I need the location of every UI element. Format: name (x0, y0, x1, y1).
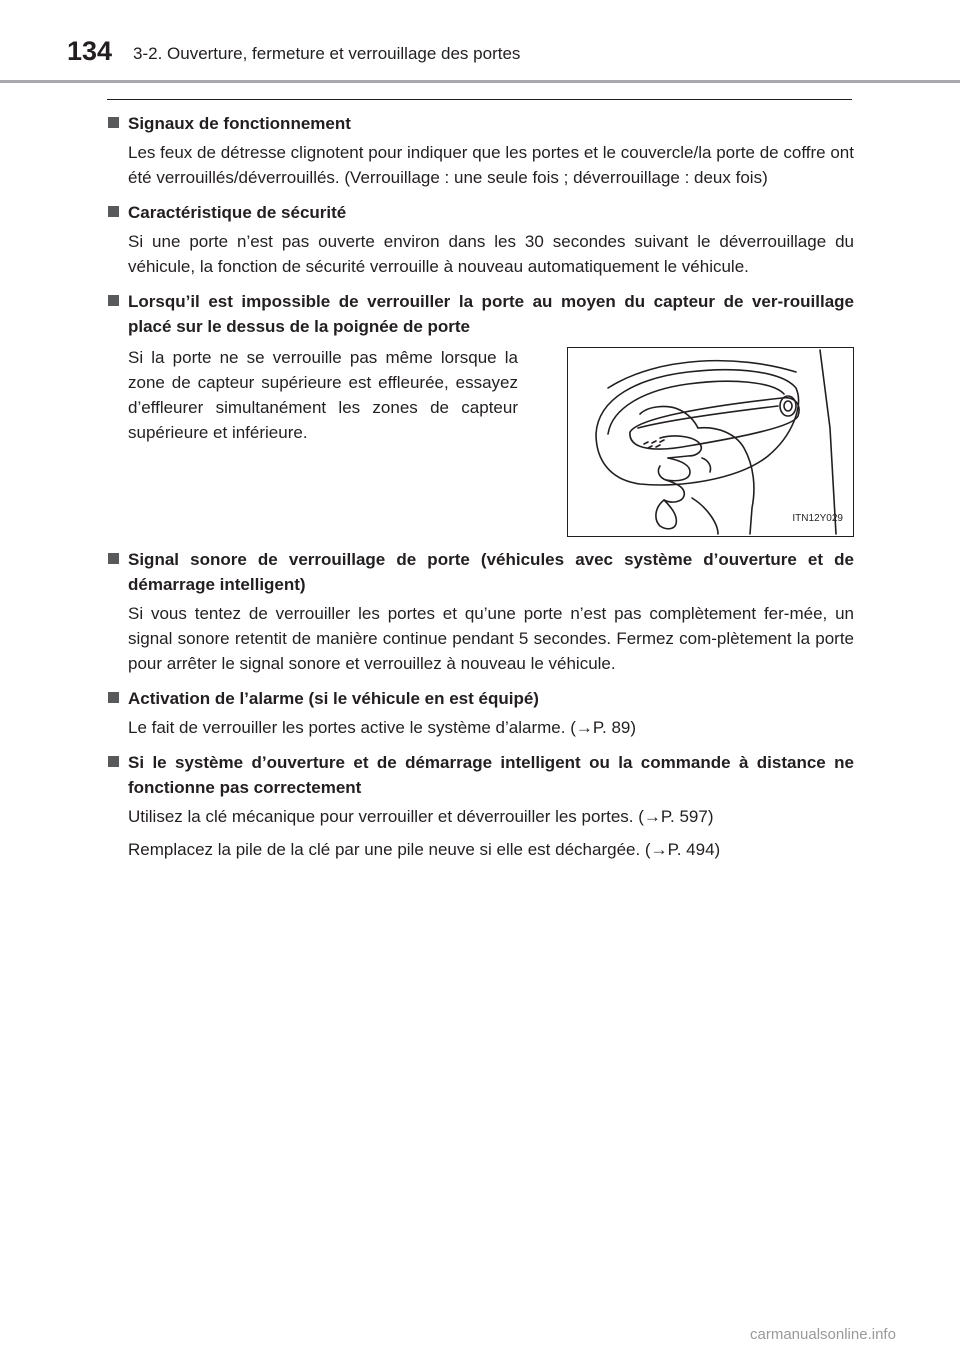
square-bullet-icon (108, 295, 119, 306)
section-alarm (108, 686, 854, 740)
section-security (108, 200, 854, 279)
section-lock-buzzer (108, 547, 854, 676)
page-number: 134 (67, 36, 113, 66)
square-bullet-icon (108, 756, 119, 767)
door-handle-illustration (567, 347, 854, 537)
section-paragraph: Utilisez la clé mécanique pour verrouiller et déverrouiller les portes. (→P. 597) (128, 807, 714, 826)
section-paragraph: Les feux de détresse clignotent pour indiquer que les portes et le couvercle/la porte de coffre ont été verrouillés/déverrouillés. (Verrouillage : une seule fois ; déverrouillage : deux fois) (128, 143, 854, 187)
section-heading: Caractéristique de sécurité (108, 200, 854, 225)
square-bullet-icon (108, 692, 119, 703)
section-heading: Signal sonore de verrouillage de porte (véhicules avec système d’ouverture et de démarrage intelligent) (108, 547, 854, 597)
section-heading: Si le système d’ouverture et de démarrage intelligent ou la commande à distance ne fonctionne pas correctement (108, 750, 854, 800)
section-heading: Activation de l’alarme (si le véhicule en est équipé) (108, 686, 854, 711)
figure-row (108, 345, 854, 537)
section-sensor-lock (108, 289, 854, 537)
figure-code: ITN12Y029 (792, 513, 843, 524)
page-header (0, 0, 960, 83)
chapter-title: 3-2. Ouverture, fermeture et verrouillage des portes (133, 44, 521, 63)
section-paragraph: Si une porte n’est pas ouverte environ dans les 30 secondes suivant le déverrouillage du véhicule, la fonction de sécurité verrouille à nouveau automatiquement le véhicule. (128, 232, 854, 276)
page-content (108, 111, 854, 872)
section-paragraph: Le fait de verrouiller les portes active le système d’alarme. (→P. 89) (128, 718, 637, 737)
section-paragraph: Remplacez la pile de la clé par une pile neuve si elle est déchargée. (→P. 494) (128, 840, 721, 859)
section-heading: Signaux de fonctionnement (108, 111, 854, 136)
figure-description: Si la porte ne se verrouille pas même lorsque la zone de capteur supérieure est effleurée, essayez d’effleurer simultanément les zones de capteur supérieure et inférieure. (128, 348, 518, 442)
watermark: carmanualsonline.info (750, 1326, 896, 1343)
square-bullet-icon (108, 206, 119, 217)
square-bullet-icon (108, 117, 119, 128)
square-bullet-icon (108, 553, 119, 564)
section-malfunction (108, 750, 854, 862)
section-heading: Lorsqu’il est impossible de verrouiller la porte au moyen du capteur de ver-rouillage placé sur le dessus de la poignée de porte (108, 289, 854, 339)
section-divider (107, 99, 852, 100)
section-paragraph: Si vous tentez de verrouiller les portes et qu’une porte n’est pas complètement fer-mée, un signal sonore retentit de manière continue pendant 5 secondes. Fermez com-plètement la porte pour arrêter le signal sonore et verrouillez à nouveau le véhicule. (128, 604, 854, 673)
section-signals (108, 111, 854, 190)
